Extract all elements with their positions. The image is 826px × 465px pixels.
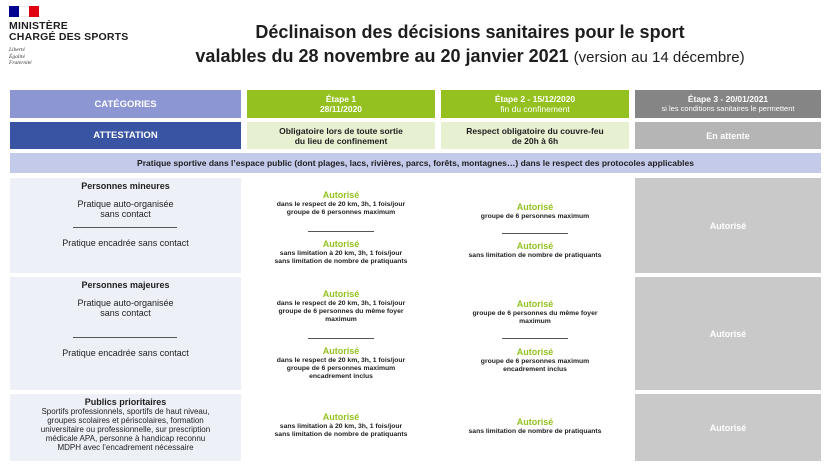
priority-step3: Autorisé	[635, 394, 821, 461]
adults-heading: Personnes majeures	[81, 280, 170, 290]
divider	[308, 231, 374, 232]
adults-supervised: Pratique encadrée sans contact	[62, 348, 189, 358]
priority-description: Sportifs professionnels, sportifs de haut niveau, groupes scolaires et périscolaires, formation universitaire ou professionnelle, sur prescription médicale APA, personne à handicap reconnu MDPH avec l’encadrement nécessaire	[40, 407, 211, 452]
divider	[502, 233, 568, 234]
page-title: Déclinaison des décisions sanitaires pour le sport valables du 28 novembre au 20 janvier 2021 (version au 14 décembre)	[195, 22, 745, 66]
step2-header: Étape 2 - 15/12/2020 fin du confinement	[441, 90, 629, 118]
minors-step1-self: Autorisé dans le respect de 20 km, 3h, 1 fois/jour groupe de 6 personnes maximum	[276, 190, 406, 216]
minors-step2-self: Autorisé groupe de 6 personnes maximum	[480, 202, 590, 220]
adults-step1-self: Autorisé dans le respect de 20 km, 3h, 1 fois/jour groupe de 6 personnes du même foyer maximum	[276, 289, 406, 323]
step1-attestation: Obligatoire lors de toute sortie du lieu de confinement	[247, 122, 435, 149]
step3-attestation: En attente	[635, 122, 821, 149]
adults-step2-self: Autorisé groupe de 6 personnes du même foyer maximum	[472, 299, 598, 325]
adults-step2-supervised: Autorisé groupe de 6 personnes maximum encadrement inclus	[480, 347, 590, 373]
categories-header: CATÉGORIES	[10, 90, 241, 118]
priority-label-cell	[10, 394, 241, 461]
step1-header: Étape 1 28/11/2020	[247, 90, 435, 118]
minors-supervised: Pratique encadrée sans contact	[62, 238, 189, 248]
french-flag-icon	[9, 6, 39, 17]
divider	[73, 337, 177, 338]
minors-step3: Autorisé	[635, 178, 821, 273]
divider	[502, 338, 568, 339]
divider	[308, 338, 374, 339]
minors-self-organized: Pratique auto-organisée sans contact	[77, 199, 174, 219]
divider	[73, 227, 177, 228]
ministry-logo	[9, 6, 159, 67]
minors-step1-supervised: Autorisé sans limitation à 20 km, 3h, 1 fois/jour sans limitation de nombre de pratiquants	[274, 239, 408, 265]
priority-step2: Autorisé sans limitation de nombre de pratiquants	[468, 417, 602, 435]
priority-heading: Publics prioritaires	[84, 397, 167, 407]
attestation-header: ATTESTATION	[10, 122, 241, 149]
priority-step1: Autorisé sans limitation à 20 km, 3h, 1 fois/jour sans limitation de nombre de pratiquants	[274, 412, 408, 438]
step3-header: Étape 3 - 20/01/2021 si les conditions sanitaires le permettent	[635, 90, 821, 118]
republic-motto: Liberté Égalité Fraternité	[9, 47, 32, 66]
minors-heading: Personnes mineures	[81, 181, 170, 191]
adults-step1-supervised: Autorisé dans le respect de 20 km, 3h, 1 fois/jour groupe de 6 personnes maximum encadrement inclus	[276, 346, 406, 380]
minors-label-cell	[10, 178, 241, 273]
public-space-banner: Pratique sportive dans l’espace public (dont plages, lacs, rivières, parcs, forêts, montagnes…) dans le respect des protocoles applicables	[10, 153, 821, 173]
adults-step3: Autorisé	[635, 277, 821, 390]
adults-self-organized: Pratique auto-organisée sans contact	[77, 298, 174, 318]
ministry-name: MINISTÈRE CHARGÉ DES SPORTS	[9, 20, 129, 43]
minors-step2-supervised: Autorisé sans limitation de nombre de pratiquants	[468, 241, 602, 259]
step2-attestation: Respect obligatoire du couvre-feu de 20h à 6h	[441, 122, 629, 149]
adults-label-cell	[10, 277, 241, 390]
